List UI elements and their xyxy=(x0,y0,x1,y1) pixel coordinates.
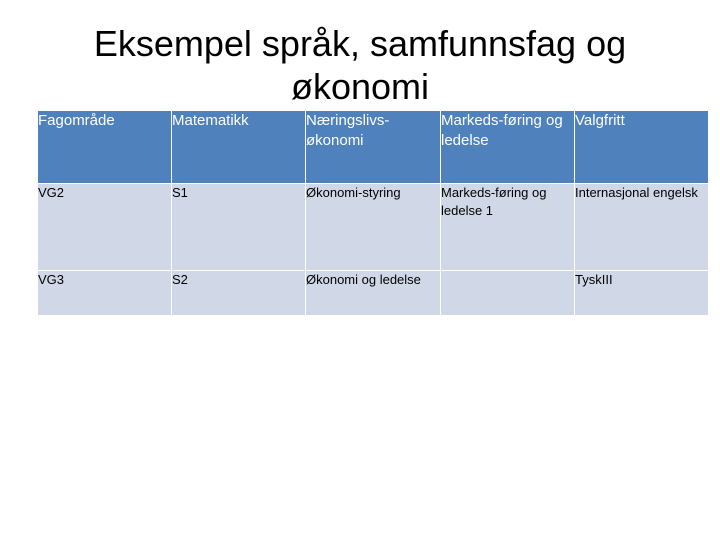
table-row xyxy=(38,184,709,271)
header-naeringslivsokonomi: Næringslivs-økonomi xyxy=(306,111,441,184)
header-fagomrade: Fagområde xyxy=(38,111,172,184)
table-row xyxy=(38,271,709,316)
header-markedsforing: Markeds-føring og ledelse xyxy=(441,111,575,184)
table-cell xyxy=(441,271,575,316)
table-cell: Økonomi-styring xyxy=(306,184,441,271)
curriculum-table xyxy=(37,110,709,316)
table-cell: Internasjonal engelsk xyxy=(575,184,709,271)
slide-title: Eksempel språk, samfunnsfag og økonomi xyxy=(93,23,627,107)
table-cell: Økonomi og ledelse xyxy=(306,271,441,316)
table-cell: VG3 xyxy=(38,271,172,316)
table-cell: TyskIII xyxy=(575,271,709,316)
table-header-row xyxy=(38,111,709,184)
table-cell: S2 xyxy=(172,271,306,316)
header-valgfritt: Valgfritt xyxy=(575,111,709,184)
table-cell: Markeds-føring og ledelse 1 xyxy=(441,184,575,271)
table-cell: VG2 xyxy=(38,184,172,271)
table-cell: S1 xyxy=(172,184,306,271)
header-matematikk: Matematikk xyxy=(172,111,306,184)
